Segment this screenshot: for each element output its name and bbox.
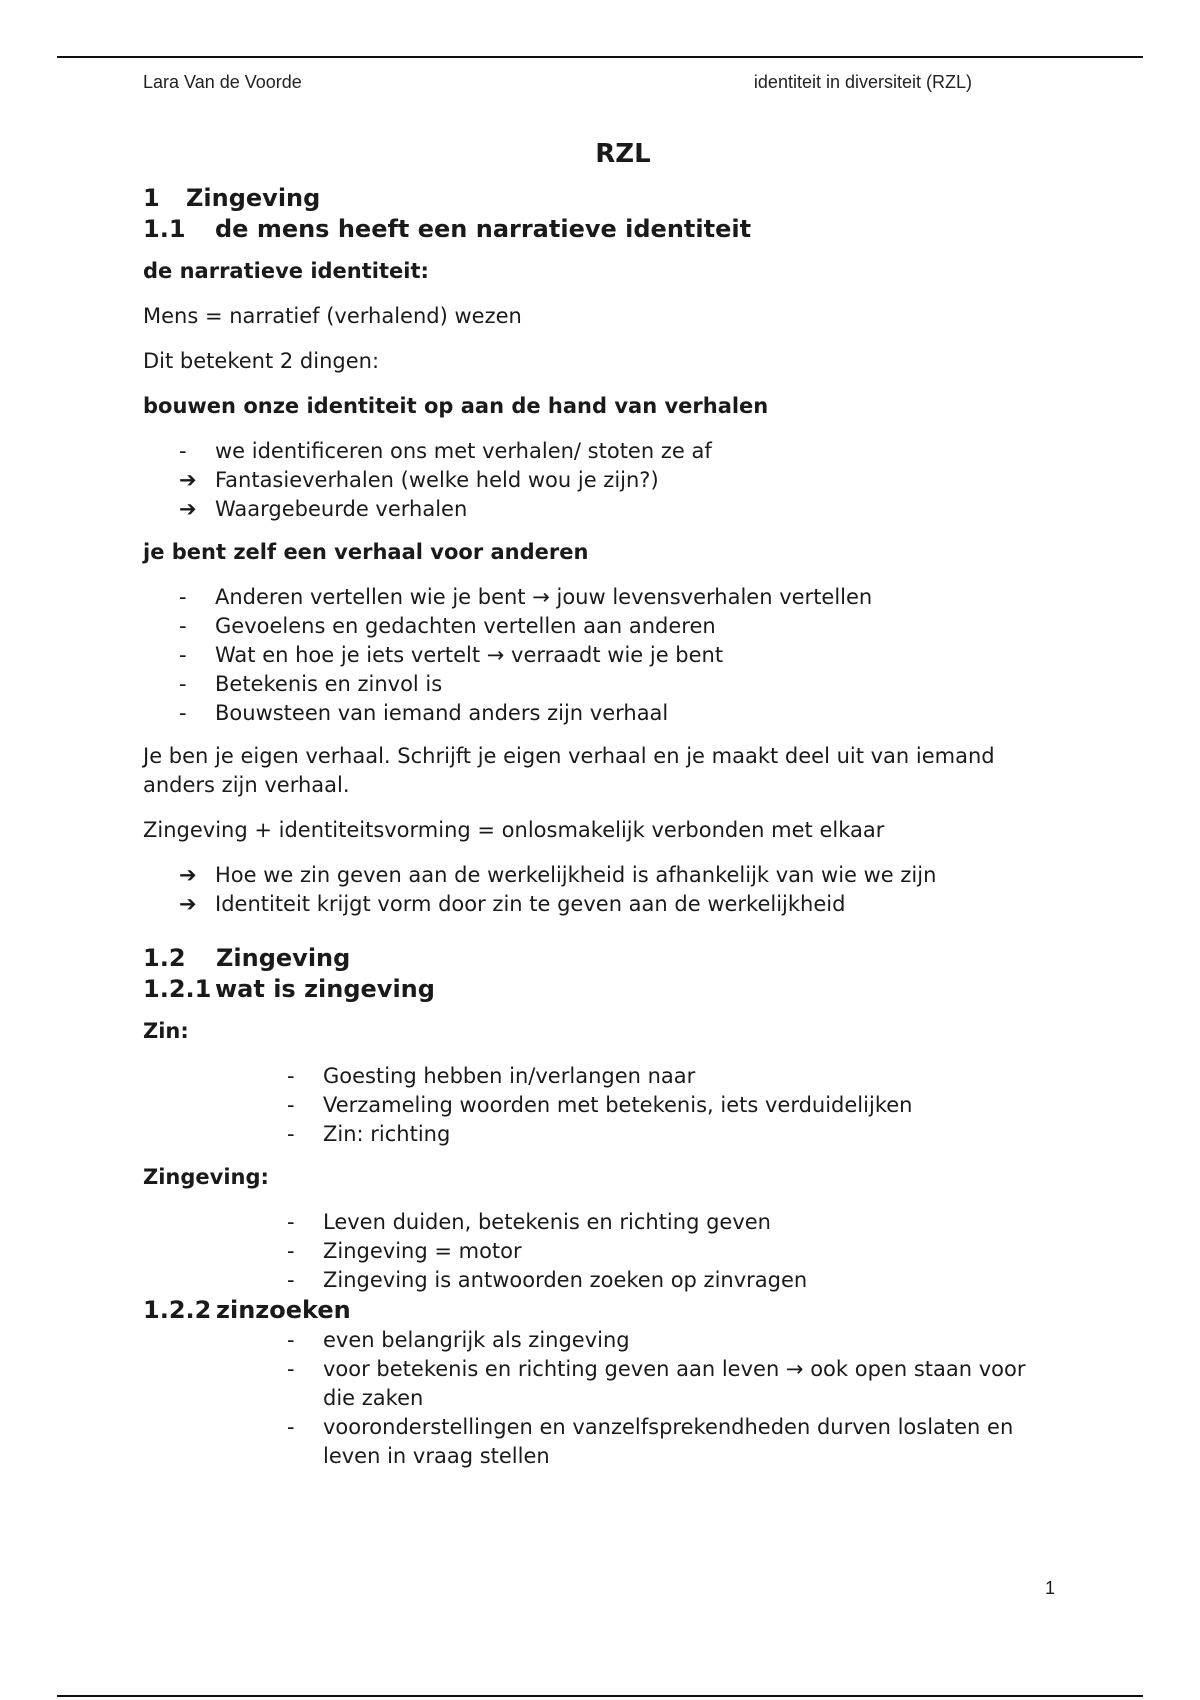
bullet-list: [143, 1062, 1063, 1149]
list-item-text: Hoe we zin geven aan de werkelijkheid is afhankelijk van wie we zijn: [215, 863, 937, 887]
heading-1-2-1: [143, 974, 1063, 1005]
list-item-text: Fantasieverhalen (welke held wou je zijn?): [215, 468, 659, 492]
paragraph: Mens = narratief (verhalend) wezen: [143, 304, 522, 328]
subheading: bouwen onze identiteit op aan de hand van verhalen: [143, 394, 769, 418]
bullet-mark: -: [287, 1328, 295, 1352]
bullet-list: [143, 1208, 1063, 1295]
bullet-mark: -: [179, 672, 187, 696]
bullet-mark: -: [179, 701, 187, 725]
heading-text: de mens heeft een narratieve identiteit: [215, 215, 752, 243]
list-item-text: vooronderstellingen en vanzelfsprekendheden durven loslaten en leven in vraag stellen: [323, 1415, 1014, 1468]
list-item: [143, 890, 1063, 919]
list-item-text: even belangrijk als zingeving: [323, 1328, 630, 1352]
list-item-text: Zin: richting: [323, 1122, 451, 1146]
list-item: [143, 1062, 1063, 1091]
zin-label: Zin:: [143, 1019, 189, 1043]
list-item: [143, 495, 1063, 524]
bullet-mark: -: [179, 614, 187, 638]
list-item-text: voor betekenis en richting geven aan leven → ook open staan voor die zaken: [323, 1357, 1026, 1410]
heading-text: Zingeving: [216, 944, 351, 972]
list-item-text: Waargebeurde verhalen: [215, 497, 468, 521]
heading-number: 1.1: [143, 215, 186, 243]
bullet-mark: -: [287, 1268, 295, 1292]
heading-number: 1: [143, 184, 160, 212]
list-item: [143, 1266, 1063, 1295]
list-item: [143, 583, 1063, 612]
list-item: [143, 1355, 1063, 1413]
bullet-mark: -: [179, 643, 187, 667]
paragraph: Zingeving + identiteitsvorming = onlosmakelijk verbonden met elkaar: [143, 818, 885, 842]
list-item-text: Goesting hebben in/verlangen naar: [323, 1064, 696, 1088]
list-item-text: we identificeren ons met verhalen/ stoten ze af: [215, 439, 712, 463]
list-item: [143, 861, 1063, 890]
list-item-text: Zingeving is antwoorden zoeken op zinvragen: [323, 1268, 808, 1292]
paragraph: Je ben je eigen verhaal. Schrijft je eigen verhaal en je maakt deel uit van iemand anders zijn verhaal.: [143, 744, 995, 797]
list-item-text: Anderen vertellen wie je bent → jouw levensverhalen vertellen: [215, 585, 873, 609]
heading-1: [143, 183, 1063, 214]
narrative-label: de narratieve identiteit:: [143, 259, 429, 283]
arrow-list: [143, 861, 1063, 919]
list-item: [143, 1413, 1063, 1471]
list-item: [143, 1208, 1063, 1237]
heading-number: 1.2.2: [143, 1296, 212, 1324]
heading-text: zinzoeken: [216, 1296, 351, 1324]
heading-number: 1.2.1: [143, 975, 212, 1003]
list-item: [143, 699, 1063, 728]
list-item-text: Zingeving = motor: [323, 1239, 522, 1263]
document-body: [143, 140, 1063, 1485]
header-rule: [57, 56, 1143, 58]
heading-1-2-2: [143, 1295, 1063, 1326]
bullet-list: [143, 583, 1063, 728]
arrow-icon: ➔: [179, 863, 197, 887]
list-item: [143, 437, 1063, 466]
heading-text: wat is zingeving: [215, 975, 435, 1003]
header-author: Lara Van de Voorde: [143, 72, 302, 92]
list-item-text: Leven duiden, betekenis en richting geven: [323, 1210, 771, 1234]
paragraph: Dit betekent 2 dingen:: [143, 349, 380, 373]
list-item: [143, 1237, 1063, 1266]
subheading: je bent zelf een verhaal voor anderen: [143, 540, 589, 564]
bullet-list: [143, 1326, 1063, 1471]
list-item-text: Bouwsteen van iemand anders zijn verhaal: [215, 701, 669, 725]
list-item-text: Betekenis en zinvol is: [215, 672, 443, 696]
bullet-mark: -: [287, 1210, 295, 1234]
heading-text: Zingeving: [186, 184, 321, 212]
list-item-text: Gevoelens en gedachten vertellen aan anderen: [215, 614, 716, 638]
bullet-mark: -: [287, 1415, 295, 1439]
bullet-mark: -: [179, 585, 187, 609]
heading-1-1: [143, 214, 1063, 245]
arrow-icon: ➔: [179, 497, 197, 521]
page-header: [143, 72, 1057, 96]
page-number: 1: [1045, 1578, 1056, 1598]
list-item: [143, 1091, 1063, 1120]
list-item-text: Verzameling woorden met betekenis, iets verduidelijken: [323, 1093, 913, 1117]
bullet-mark: -: [287, 1239, 295, 1263]
bullet-mark: -: [287, 1357, 295, 1381]
header-course: identiteit in diversiteit (RZL): [753, 72, 972, 92]
heading-1-2: [143, 943, 1063, 974]
arrow-icon: ➔: [179, 892, 197, 916]
list-item: [143, 1326, 1063, 1355]
list-item: [143, 670, 1063, 699]
heading-number: 1.2: [143, 944, 186, 972]
list-item-text: Wat en hoe je iets vertelt → verraadt wie je bent: [215, 643, 724, 667]
bullet-mark: -: [287, 1093, 295, 1117]
footer-rule: [57, 1695, 1143, 1697]
bullet-mark: -: [287, 1122, 295, 1146]
zingeving-label: Zingeving:: [143, 1165, 269, 1189]
list-item: [143, 612, 1063, 641]
bullet-list: [143, 437, 1063, 524]
bullet-mark: -: [179, 439, 187, 463]
list-item-text: Identiteit krijgt vorm door zin te geven aan de werkelijkheid: [215, 892, 846, 916]
arrow-icon: ➔: [179, 468, 197, 492]
list-item: [143, 1120, 1063, 1149]
document-title: RZL: [595, 139, 651, 169]
bullet-mark: -: [287, 1064, 295, 1088]
list-item: [143, 641, 1063, 670]
list-item: [143, 466, 1063, 495]
